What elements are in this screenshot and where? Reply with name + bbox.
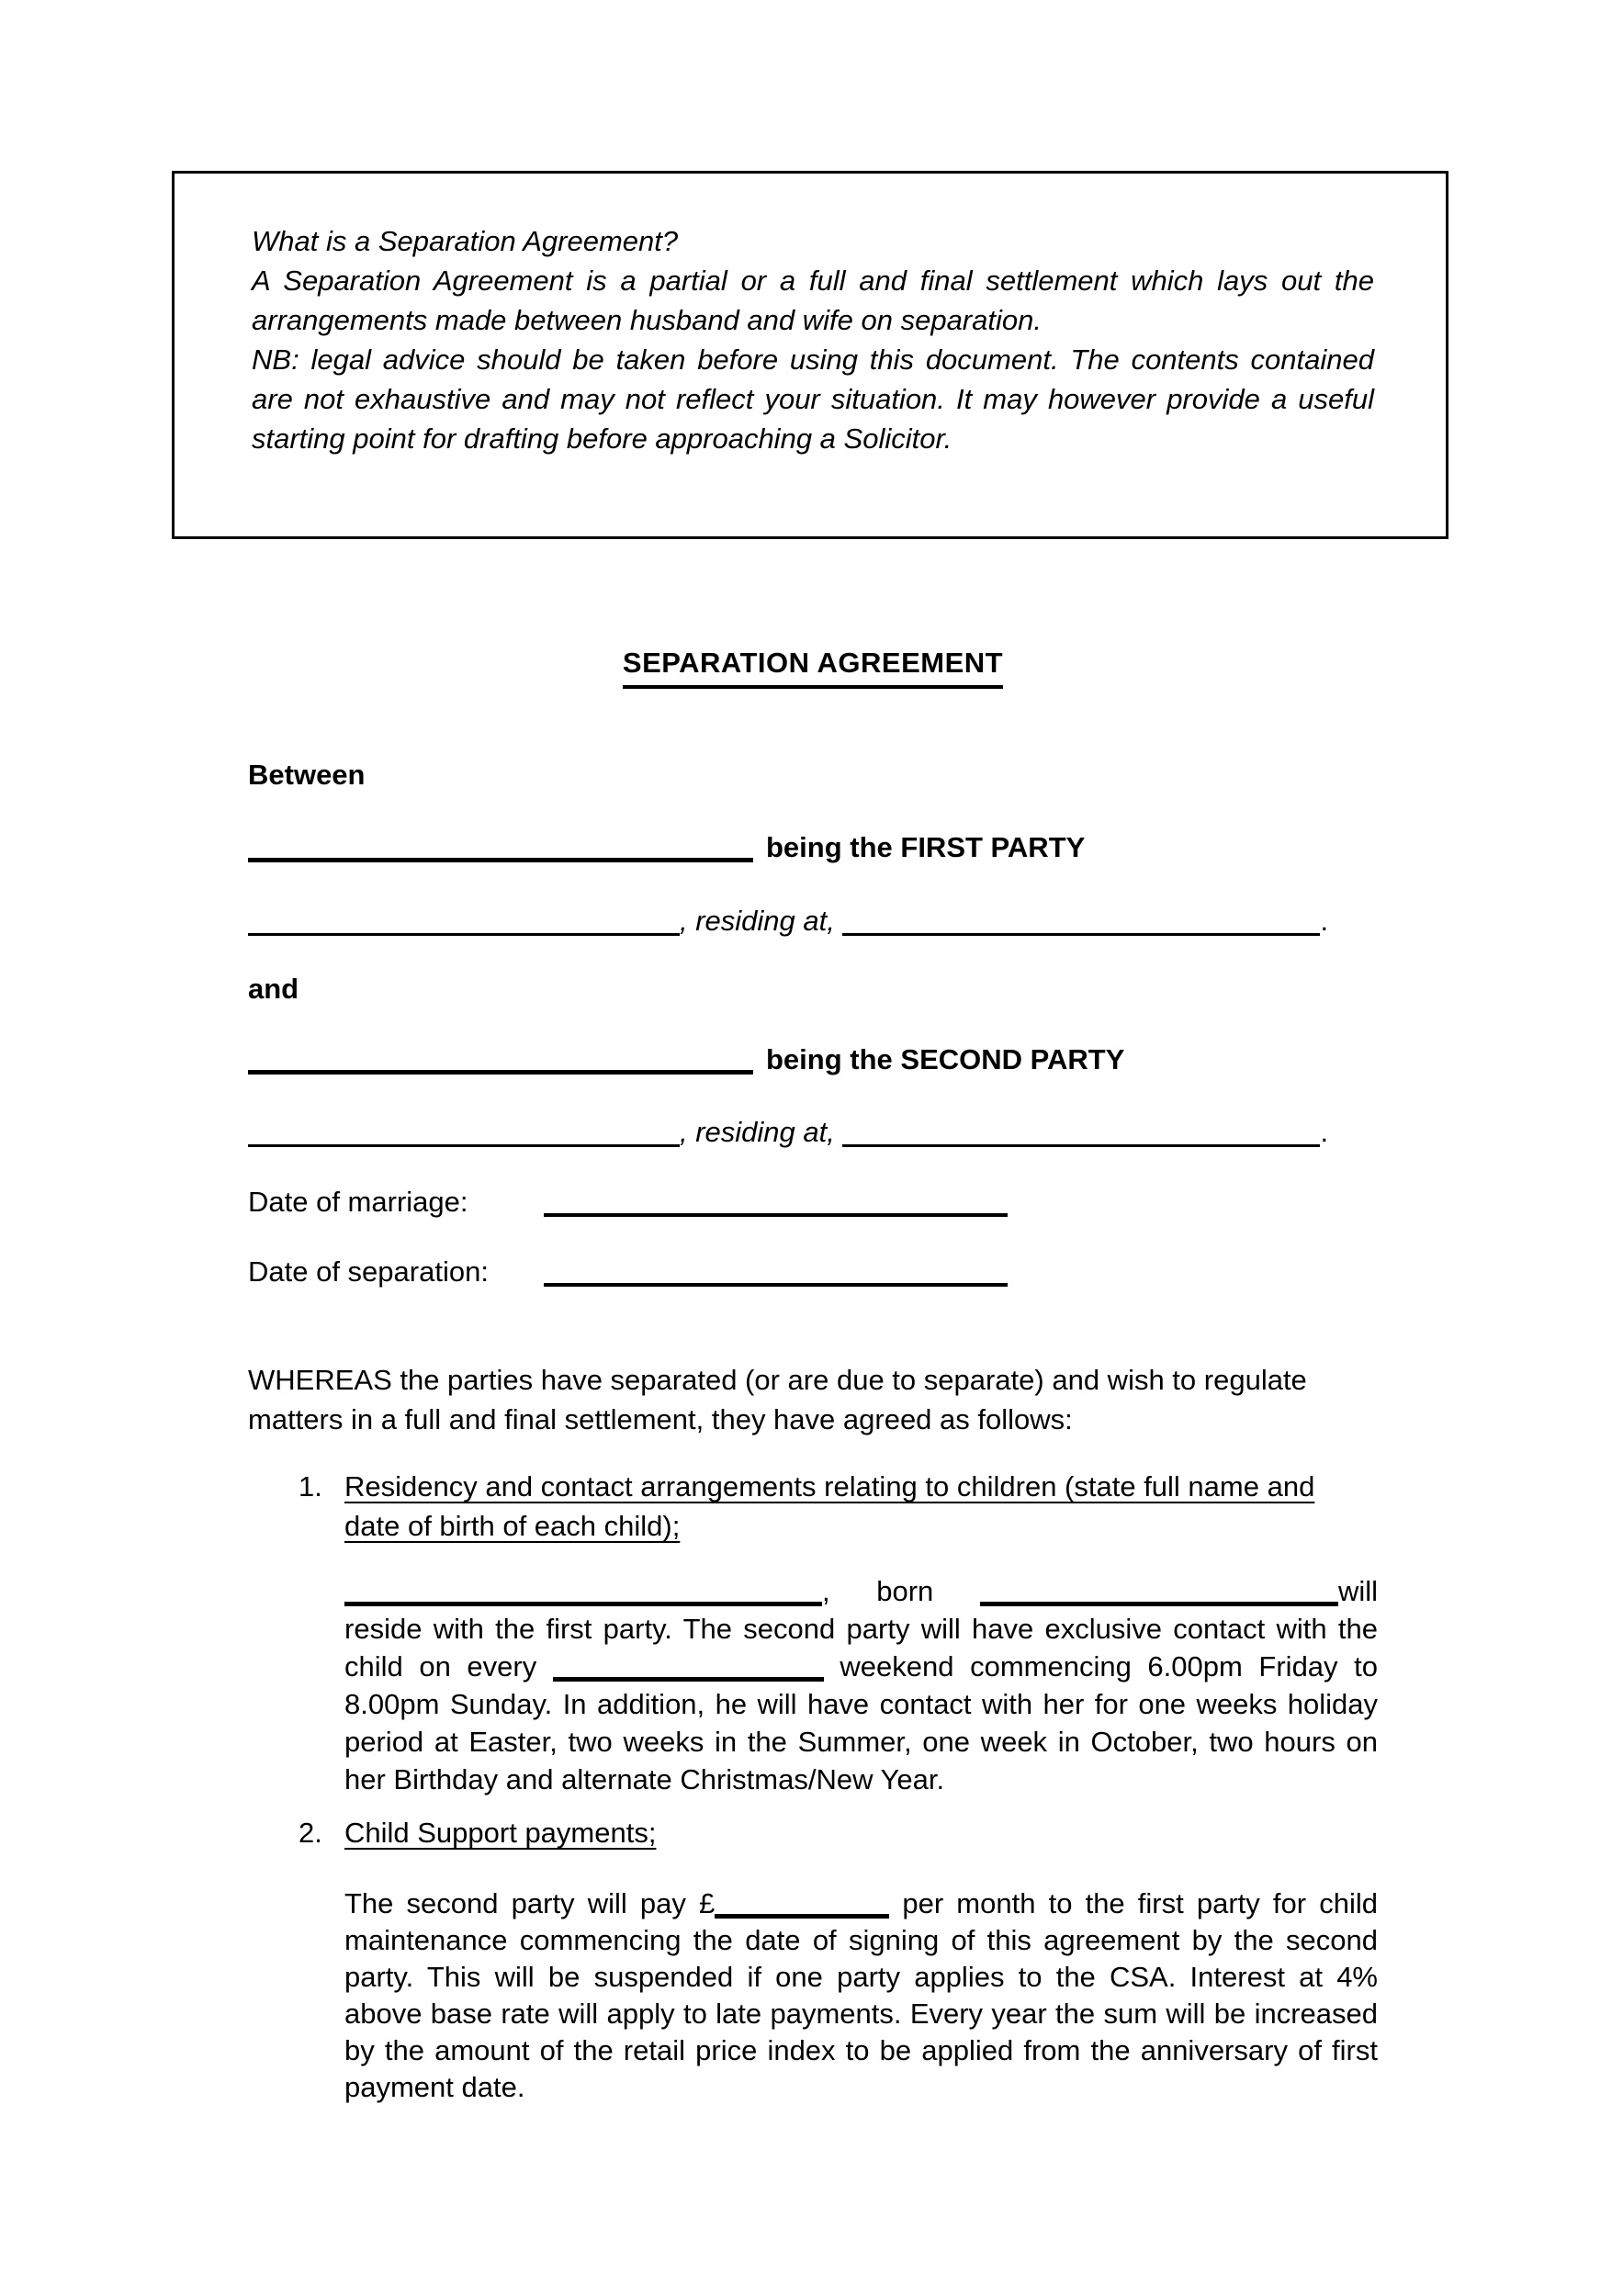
child-name-blank <box>344 1583 822 1606</box>
item-1-heading: Residency and contact arrangements relating to children (state full name and date of birth of each child); <box>344 1470 1315 1542</box>
item-2-heading: Child Support payments; <box>344 1817 657 1849</box>
born-text: , born <box>822 1575 980 1607</box>
and-label: and <box>248 973 299 1005</box>
residing-at-text-2: , residing at, <box>680 1116 843 1148</box>
list-item-residency <box>248 1467 1378 1798</box>
first-party-occupation-blank <box>248 915 680 936</box>
date-of-marriage-blank <box>544 1195 1008 1217</box>
second-party-name-blank <box>248 1052 753 1075</box>
first-party-line <box>248 827 1378 867</box>
payment-amount-blank <box>715 1896 889 1919</box>
first-party-label: being the FIRST PARTY <box>766 831 1086 863</box>
notice-question: What is a Separation Agreement? <box>252 225 679 257</box>
date-of-marriage-label: Date of marriage: <box>248 1186 468 1218</box>
item-1-content <box>344 1467 1378 1798</box>
item-1-body <box>344 1572 1378 1798</box>
notice-para-2: NB: legal advice should be taken before using this document. The contents contained are not exhaustive and may not reflect your situation. It may however provide a useful starting point for drafting before approaching a Solicitor. <box>252 343 1374 455</box>
date-of-separation-blank <box>544 1265 1008 1287</box>
document-body <box>248 643 1378 2106</box>
residing-at-text: , residing at, <box>680 905 843 937</box>
title-row <box>248 643 1378 689</box>
contact-day-blank <box>553 1659 824 1682</box>
item-2-content <box>344 1813 1378 2106</box>
first-party-address-blank <box>842 915 1320 936</box>
date-of-marriage-row <box>248 1182 1378 1221</box>
date-of-separation-label: Date of separation: <box>248 1255 489 1288</box>
whereas-paragraph: WHEREAS the parties have separated (or are due to separate) and wish to regulate matters in a full and final settlement, they have agreed as follows: <box>248 1364 1307 1435</box>
item-1-body-end: weekend commencing 6.00pm Friday to 8.00pm Sunday. In addition, he will have contact with her for one weeks holiday period at Easter, two weeks in the Summer, one week in October, two hours on her Birthday and alternate Christmas/New Year. <box>344 1650 1378 1795</box>
notice-box <box>172 171 1448 539</box>
second-party-occupation-blank <box>248 1126 680 1147</box>
residing-period: . <box>1320 905 1329 937</box>
item-2-number: 2. <box>299 1817 322 1849</box>
date-of-separation-row <box>248 1252 1378 1291</box>
item-1-number: 1. <box>299 1470 322 1503</box>
item-2-body-start: The second party will pay £ <box>344 1887 716 1919</box>
page-title: SEPARATION AGREEMENT <box>623 643 1003 689</box>
notice-para-1: A Separation Agreement is a partial or a full and final settlement which lays out the arrangements made between husband and wife on separation. <box>252 264 1374 336</box>
first-party-name-blank <box>248 839 753 862</box>
second-party-label: being the SECOND PARTY <box>766 1043 1125 1075</box>
residing-period-2: . <box>1320 1116 1329 1148</box>
second-party-address-blank <box>842 1126 1320 1147</box>
item-2-body-end: per month to the first party for child maintenance commencing the date of signing of this agreement by the second party. This will be suspended if one party applies to the CSA. Interest at 4% above base rate will apply to late payments. Every year the sum will be increased by the amount of the retail price index to be applied from the anniversary of first payment date. <box>344 1887 1378 2103</box>
item-2-body <box>344 1885 1378 2106</box>
between-label: Between <box>248 759 366 791</box>
birth-date-blank <box>980 1583 1338 1606</box>
item-1-body-mid: will reside with the first party. The second party will have exclusive contact with the child on every <box>344 1575 1378 1683</box>
first-party-residing-line <box>248 901 1378 940</box>
list-item-child-support <box>248 1813 1378 2106</box>
second-party-residing-line <box>248 1112 1378 1152</box>
second-party-line <box>248 1040 1378 1079</box>
